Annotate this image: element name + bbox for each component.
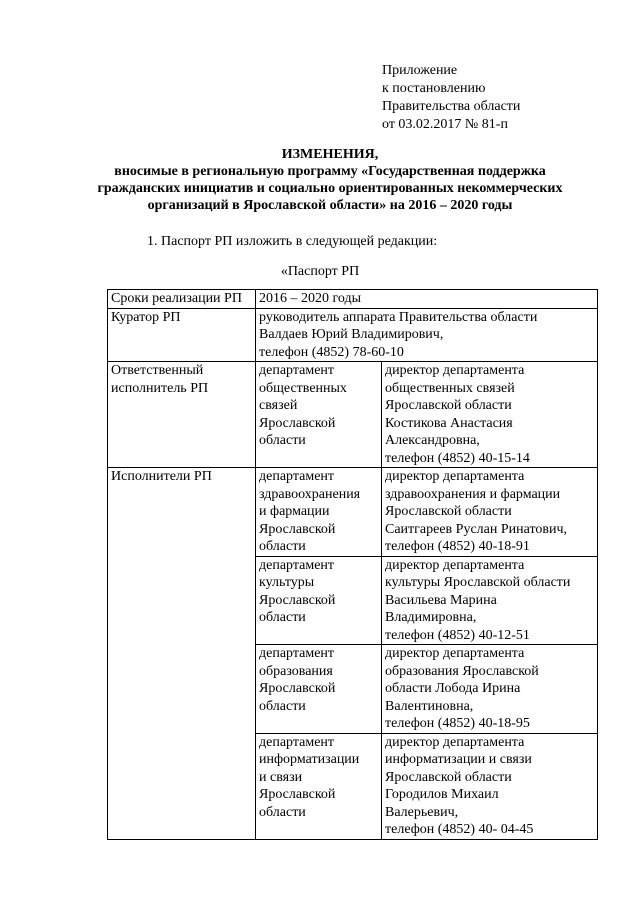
head-line: телефон (4852) 40-15-14 — [385, 450, 530, 466]
dept-line: информатизации — [259, 752, 360, 767]
head-line: директор департамента — [385, 363, 525, 378]
dept-line: департамент — [259, 734, 335, 750]
dept-line: Ярославской — [259, 592, 336, 608]
dept-line: образования — [259, 663, 333, 679]
label-line: исполнитель РП — [111, 380, 209, 396]
dept-line: области — [259, 433, 306, 448]
appendix-line: к постановлению — [382, 81, 486, 96]
executor-dept — [256, 556, 382, 645]
executor-head — [382, 468, 598, 557]
passport-title: «Паспорт РП — [280, 264, 360, 279]
heading-title: ИЗМЕНЕНИЯ, — [281, 147, 379, 162]
head-line: Валерьевич, — [385, 804, 459, 820]
appendix-block — [382, 62, 520, 134]
dept-line: Ярославской — [259, 787, 336, 802]
dept-line: департамент — [259, 469, 335, 484]
appendix-date-line: от 03.02.2017 № 81-п — [382, 117, 508, 132]
head-line: Костикова Анастасия — [385, 415, 513, 431]
appendix-line: Приложение — [382, 63, 458, 78]
head-line: Ярославской области — [385, 398, 512, 413]
dept-line: Ярославской — [259, 521, 336, 537]
dept-line: департамент — [259, 646, 335, 661]
curator-line: руководитель аппарата Правительства области — [259, 309, 538, 325]
passport-table — [107, 289, 598, 840]
dept-line: общественных — [259, 380, 347, 396]
table-row-executor — [108, 468, 598, 557]
heading-line: организаций в Ярославской области» на 2016 – 2020 годы — [147, 198, 513, 213]
table-row-terms — [108, 290, 598, 309]
appendix-line: Правительства области — [382, 99, 521, 114]
heading-line: гражданских инициатив и социально ориентированных некоммерческих — [97, 181, 563, 196]
executor-dept — [256, 645, 382, 734]
responsible-head — [382, 362, 598, 468]
head-line: Владимировна, — [385, 610, 477, 625]
dept-line: связей — [259, 398, 298, 413]
head-line: Ярославской области — [385, 769, 512, 785]
head-line: телефон (4852) 40-18-95 — [385, 716, 530, 731]
paragraph-1: 1. Паспорт РП изложить в следующей редакции: — [147, 234, 438, 249]
head-line: информатизации и связи — [385, 752, 532, 767]
head-line: Городилов Михаил — [385, 787, 499, 802]
dept-line: области — [259, 539, 306, 554]
head-line: здравоохранения и фармации — [385, 486, 561, 502]
head-line: Александровна, — [385, 433, 480, 448]
executor-head — [382, 556, 598, 645]
executor-head — [382, 645, 598, 734]
dept-line: области — [259, 610, 306, 625]
dept-line: Ярославской — [259, 415, 336, 431]
head-line: телефон (4852) 40-18-91 — [385, 539, 530, 554]
terms-value: 2016 – 2020 годы — [256, 290, 598, 309]
dept-line: здравоохранения — [259, 486, 361, 502]
head-line: директор департамента — [385, 734, 525, 750]
table-row-curator — [108, 308, 598, 362]
responsible-dept — [256, 362, 382, 468]
head-line: Васильева Марина — [385, 592, 497, 608]
head-line: телефон (4852) 40-12-51 — [385, 627, 530, 643]
head-line: Ярославской области — [385, 504, 512, 519]
head-line: директор департамента — [385, 557, 525, 573]
dept-line: департамент — [259, 363, 335, 378]
head-line: телефон (4852) 40- 04-45 — [385, 822, 534, 837]
terms-label: Сроки реализации РП — [108, 290, 256, 309]
table-row-responsible — [108, 362, 598, 468]
dept-line: и фармации — [259, 504, 330, 519]
dept-line: департамент — [259, 557, 335, 573]
executor-dept — [256, 733, 382, 839]
head-line: образования Ярославской — [385, 663, 539, 679]
head-line: общественных связей — [385, 380, 515, 396]
document-heading — [60, 146, 600, 214]
dept-line: области — [259, 804, 306, 820]
curator-line: Валдаев Юрий Владимирович, — [259, 327, 444, 342]
head-line: директор департамента — [385, 469, 525, 484]
label-line: Ответственный — [111, 363, 204, 378]
executors-label: Исполнители РП — [108, 468, 256, 840]
executor-head — [382, 733, 598, 839]
dept-line: Ярославской — [259, 681, 336, 696]
head-line: культуры Ярославской области — [385, 575, 571, 590]
curator-label: Куратор РП — [108, 308, 256, 362]
head-line: директор департамента — [385, 646, 525, 661]
dept-line: области — [259, 698, 306, 714]
heading-line: вносимые в региональную программу «Государственная поддержка — [114, 164, 546, 179]
responsible-label — [108, 362, 256, 468]
curator-line: телефон (4852) 78-60-10 — [259, 344, 404, 360]
executor-dept — [256, 468, 382, 557]
dept-line: и связи — [259, 769, 303, 785]
curator-value — [256, 308, 598, 362]
dept-line: культуры — [259, 575, 315, 590]
head-line: Саитгареев Руслан Ринатович, — [385, 521, 568, 537]
head-line: области Лобода Ирина — [385, 681, 521, 696]
head-line: Валентиновна, — [385, 698, 474, 714]
